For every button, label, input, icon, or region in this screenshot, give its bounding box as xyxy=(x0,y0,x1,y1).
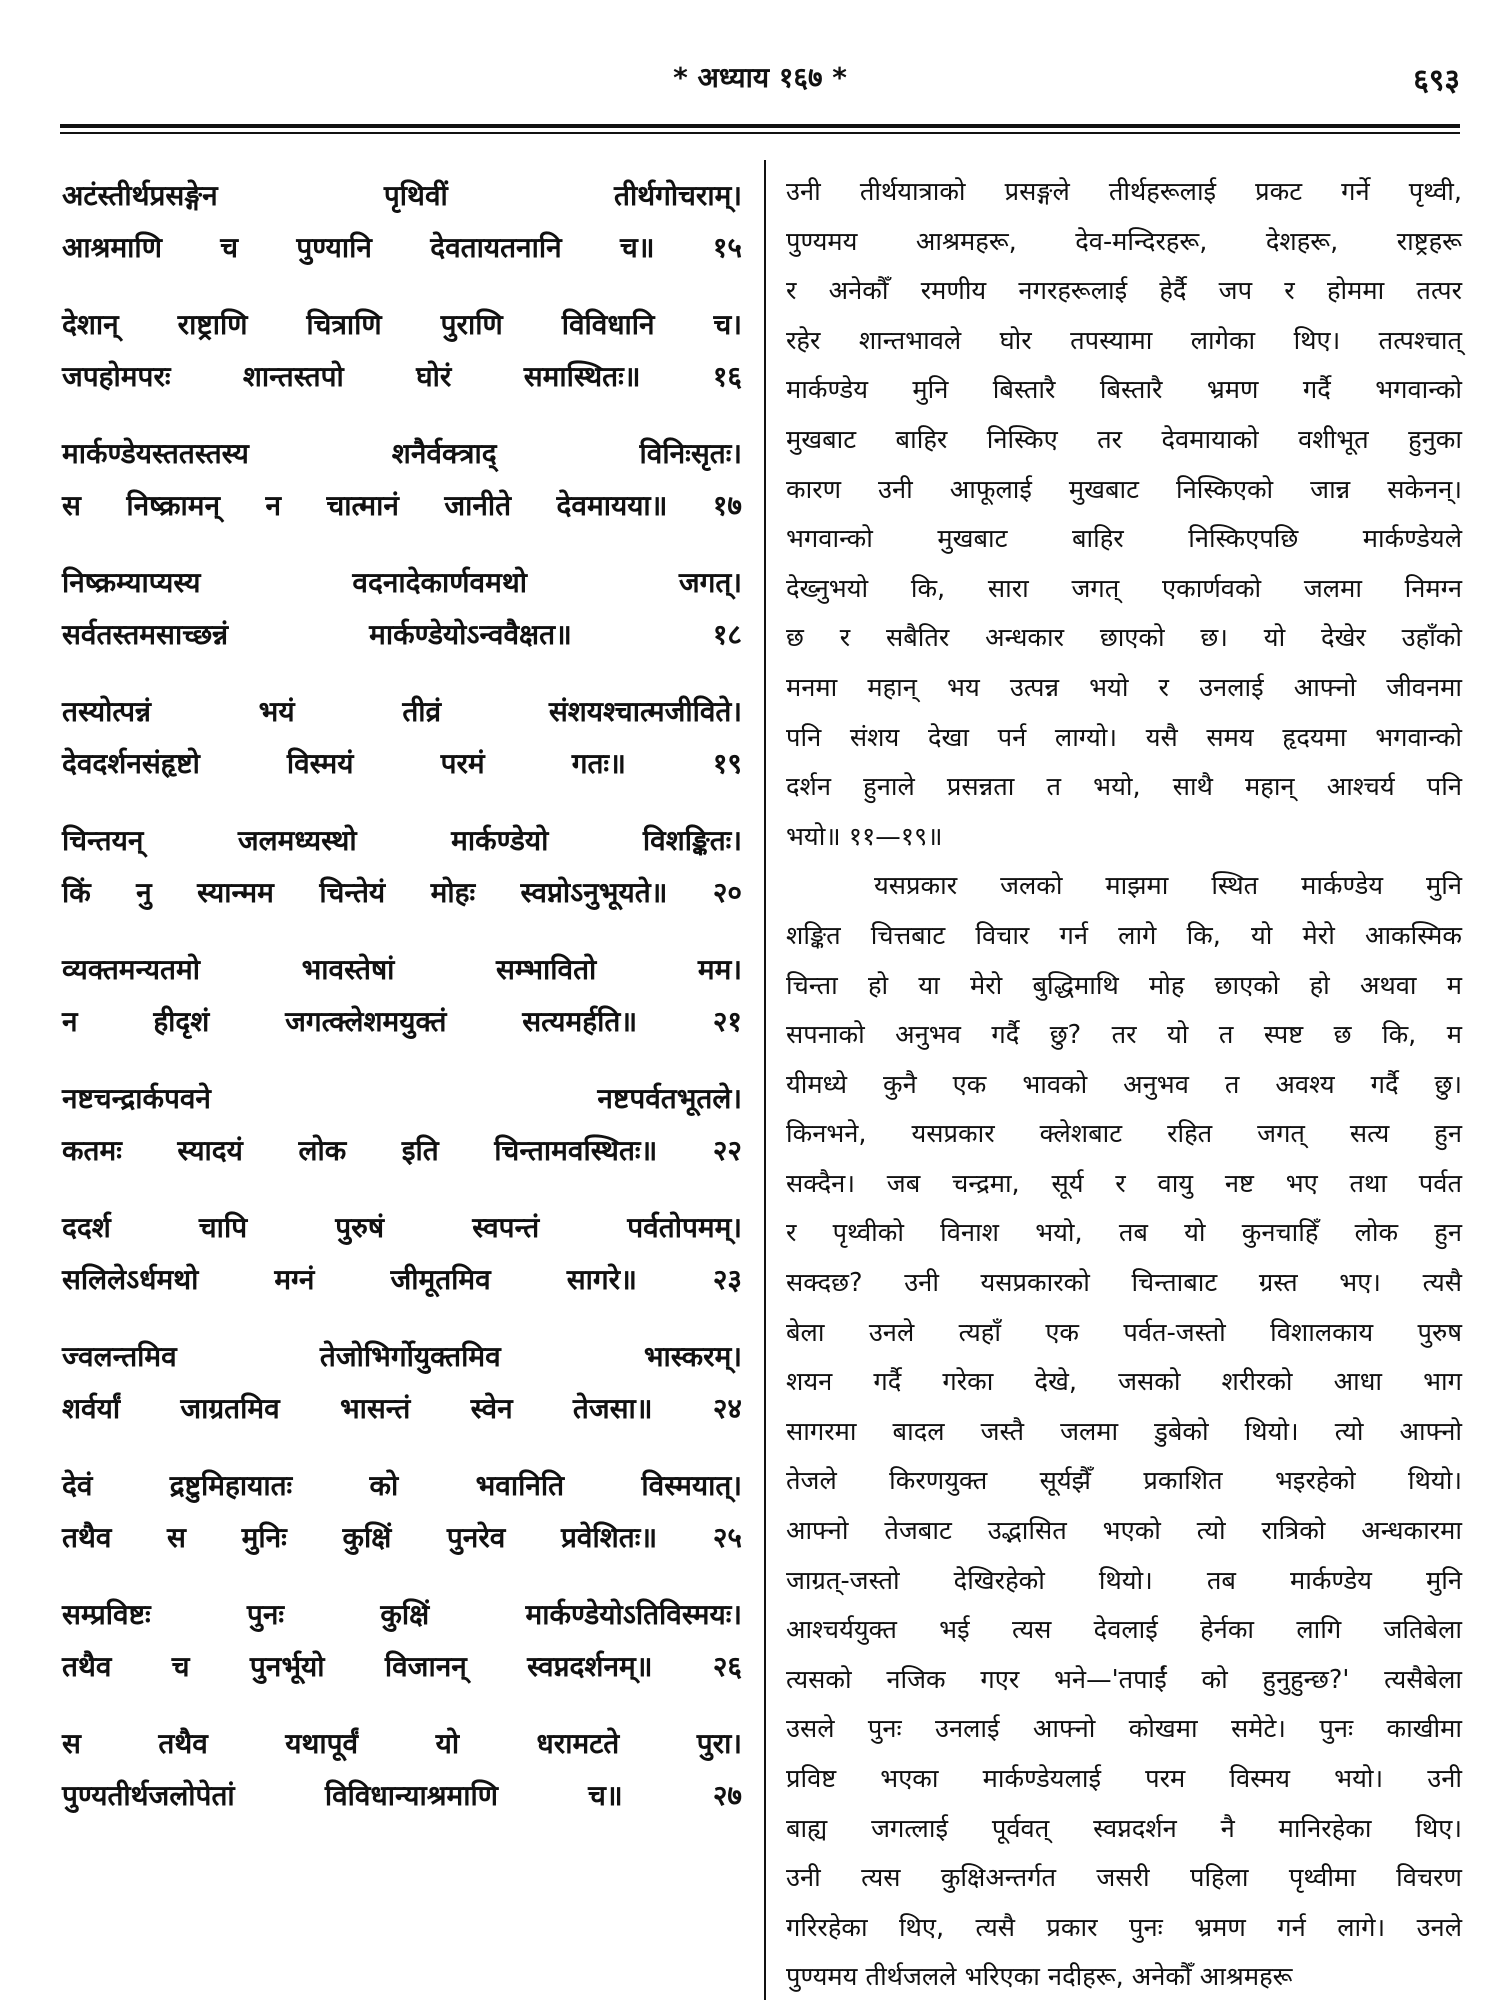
verse-word: जपहोमपरः xyxy=(62,360,171,393)
verse-line xyxy=(62,1512,742,1564)
verse-word: पुनरेव xyxy=(446,1521,506,1554)
verse-gap xyxy=(62,532,742,557)
commentary-line: यीमध्ये कुनै एक भावको अनुभव त अवश्य गर्दै छु। xyxy=(786,1069,1462,1100)
verse-word: ज्वलन्तमिव xyxy=(62,1340,177,1373)
verse-word: मार्कण्डेयोऽतिविस्मयः। xyxy=(525,1598,742,1631)
verse-word: मार्कण्डेयोऽन्ववैक्षत॥ xyxy=(369,618,572,651)
verse-word: च xyxy=(171,1650,190,1683)
commentary-line: आश्चर्ययुक्त भई त्यस देवलाई हेर्नका लागि जतिबेला xyxy=(786,1615,1462,1646)
verse-word: विस्मयं xyxy=(286,747,354,780)
verse-23 xyxy=(62,1202,742,1306)
chapter-title: * अध्याय १६७ * xyxy=(673,61,847,94)
verse-gap xyxy=(62,274,742,299)
verse-line xyxy=(62,170,742,222)
verse-word: भावस्तेषां xyxy=(301,953,395,986)
verse-word: २२ xyxy=(712,1134,742,1167)
verse-word: पुण्यानि xyxy=(296,231,372,264)
verse-word: स xyxy=(62,489,81,522)
verse-line xyxy=(62,944,742,996)
verse-word: तेजसा॥ xyxy=(572,1392,653,1425)
sanskrit-verses-column xyxy=(62,170,742,1822)
verse-line xyxy=(62,222,742,274)
verse-word: विस्मयात्। xyxy=(641,1469,742,1502)
commentary-column xyxy=(786,168,1462,2003)
verse-word: २६ xyxy=(712,1650,742,1683)
verse-word: आश्रमाणि xyxy=(62,231,162,264)
verse-19 xyxy=(62,686,742,790)
commentary-line: र अनेकौँ रमणीय नगरहरूलाई हेर्दै जप र होममा तत्पर xyxy=(786,276,1462,307)
verse-word: पुण्यतीर्थजलोपेतां xyxy=(62,1779,235,1812)
commentary-line: किनभने, यसप्रकार क्लेशबाट रहित जगत् सत्य हुन xyxy=(786,1119,1462,1150)
verse-word: सागरे॥ xyxy=(566,1263,637,1296)
verse-word: राष्ट्राणि xyxy=(177,308,248,341)
verse-word: जगत्क्लेशमयुक्तं xyxy=(285,1005,447,1038)
verse-word: जानीते xyxy=(444,489,512,522)
verse-word: व्यक्तमन्यतमो xyxy=(62,953,200,986)
verse-word: सत्यमर्हति॥ xyxy=(522,1005,638,1038)
commentary-line: बाह्य जगत्लाई पूर्ववत् स्वप्नदर्शन नै मानिरहेका थिए। xyxy=(786,1813,1462,1844)
verse-word: चिन्तयन् xyxy=(62,824,144,857)
verse-line xyxy=(62,1589,742,1641)
verse-word: पुनः xyxy=(246,1598,285,1631)
verse-word: स्यान्मम xyxy=(197,876,274,909)
header-rule-thin xyxy=(60,132,1460,134)
verse-word: तथैव xyxy=(62,1650,112,1683)
commentary-line: शयन गर्दै गरेका देखे, जसको शरीरको आधा भाग xyxy=(786,1367,1462,1398)
verse-word: १६ xyxy=(712,360,742,393)
verse-gap xyxy=(62,919,742,944)
commentary-line: र पृथ्वीको विनाश भयो, तब यो कुनचाहिँ लोक हुन xyxy=(786,1218,1462,1249)
verse-word: मार्कण्डेयो xyxy=(451,824,549,857)
verse-line xyxy=(62,867,742,919)
verse-word: च॥ xyxy=(619,231,655,264)
verse-word: घोरं xyxy=(416,360,452,393)
verse-word: किं xyxy=(62,876,91,909)
verse-word: चापि xyxy=(198,1211,248,1244)
verse-16 xyxy=(62,299,742,403)
verse-word: च। xyxy=(713,308,742,341)
commentary-line: बेला उनले त्यहाँ एक पर्वत-जस्तो विशालकाय पुरुष xyxy=(786,1317,1462,1348)
verse-word: सलिलेऽर्धमथो xyxy=(62,1263,199,1296)
verse-22 xyxy=(62,1073,742,1177)
verse-word: स xyxy=(167,1521,186,1554)
verse-word: १८ xyxy=(712,618,742,651)
commentary-line: शङ्कित चित्तबाट विचार गर्न लागे कि, यो मेरो आकस्मिक xyxy=(786,920,1462,951)
verse-word: जाग्रतमिव xyxy=(180,1392,280,1425)
commentary-line: उसले पुनः उनलाई आफ्नो कोखमा समेटे। पुनः काखीमा xyxy=(786,1714,1462,1745)
commentary-paragraph-1 xyxy=(786,168,1462,862)
verse-word: विविधानि xyxy=(561,308,655,341)
verse-word: निष्क्रामन् xyxy=(126,489,221,522)
verse-word: देवदर्शनसंहृष्टो xyxy=(62,747,200,780)
verse-word: जीमूतमिव xyxy=(390,1263,491,1296)
verse-15 xyxy=(62,170,742,274)
verse-word: द्रष्टुमिहायातः xyxy=(169,1469,293,1502)
verse-word: यो xyxy=(435,1727,460,1760)
verse-gap xyxy=(62,790,742,815)
verse-26 xyxy=(62,1589,742,1693)
commentary-line: यसप्रकार जलको माझमा स्थित मार्कण्डेय मुनि xyxy=(874,871,1462,902)
verse-line xyxy=(62,996,742,1048)
verse-word: लोक xyxy=(298,1134,347,1167)
verse-word: देवतायतनानि xyxy=(430,231,562,264)
verse-gap xyxy=(62,1693,742,1718)
verse-word: १७ xyxy=(712,489,742,522)
verse-word: न xyxy=(62,1005,78,1038)
verse-word: शनैर्वक्त्राद् xyxy=(391,437,497,470)
commentary-paragraph-2 xyxy=(786,862,1462,2003)
verse-word: ददर्श xyxy=(62,1211,111,1244)
commentary-line: उनी तीर्थयात्राको प्रसङ्गले तीर्थहरूलाई प्रकट गर्ने पृथ्वी, xyxy=(786,177,1462,207)
verse-word: जगत्। xyxy=(678,566,742,599)
verse-line xyxy=(62,557,742,609)
commentary-line: तेजले किरणयुक्त सूर्यझैँ प्रकाशित भइरहेको थियो। xyxy=(786,1466,1462,1497)
verse-word: मम। xyxy=(697,953,742,986)
verse-line xyxy=(62,1254,742,1306)
verse-word: शर्वर्यां xyxy=(62,1392,121,1425)
verse-word: स्यादयं xyxy=(177,1134,243,1167)
commentary-line: मुखबाट बाहिर निस्किए तर देवमायाको वशीभूत हुनुका xyxy=(786,424,1462,455)
verse-word: विशङ्कितः। xyxy=(642,824,742,857)
verse-word: वदनादेकार्णवमथो xyxy=(352,566,527,599)
verse-word: जलमध्यस्थो xyxy=(237,824,357,857)
verse-word: तस्योत्पन्नं xyxy=(62,695,151,728)
verse-word: पुराणि xyxy=(440,308,503,341)
commentary-line: रहेर शान्तभावले घोर तपस्यामा लागेका थिए। तत्पश्चात् xyxy=(786,325,1462,356)
verse-word: संशयश्चात्मजीविते। xyxy=(548,695,742,728)
verse-line xyxy=(62,738,742,790)
verse-word: नष्टचन्द्रार्कपवने xyxy=(62,1082,211,1115)
commentary-line: सक्दैन। जब चन्द्रमा, सूर्य र वायु नष्ट भए तथा पर्वत xyxy=(786,1168,1462,1199)
commentary-line: पुण्यमय तीर्थजलले भरिएका नदीहरू, अनेकौँ आश्रमहरू xyxy=(786,1962,1293,1993)
verse-word: २५ xyxy=(712,1521,742,1554)
verse-word: समास्थितः॥ xyxy=(523,360,641,393)
verse-word: चिन्तेयं xyxy=(319,876,386,909)
verse-word: च xyxy=(220,231,239,264)
verse-word: मुनिः xyxy=(241,1521,287,1554)
verse-gap xyxy=(62,661,742,686)
verse-word: धरामटते xyxy=(536,1727,620,1760)
verse-word: विनिःसृतः। xyxy=(639,437,742,470)
verse-line xyxy=(62,815,742,867)
verse-word: नु xyxy=(136,876,152,909)
verse-21 xyxy=(62,944,742,1048)
verse-word: पुरा। xyxy=(696,1727,742,1760)
commentary-line: पनि संशय देखा पर्न लाग्यो। यसै समय हृदयमा भगवान्को xyxy=(786,722,1462,753)
commentary-line: दर्शन हुनाले प्रसन्नता त भयो, साथै महान् आश्चर्य पनि xyxy=(786,772,1462,803)
commentary-line: सागरमा बादल जस्तै जलमा डुबेको थियो। त्यो आफ्नो xyxy=(786,1416,1462,1447)
commentary-line: देख्नुभयो कि, सारा जगत् एकार्णवको जलमा निमग्न xyxy=(786,573,1462,604)
verse-word: सर्वतस्तमसाच्छन्नं xyxy=(62,618,229,651)
commentary-line: भगवान्को मुखबाट बाहिर निस्किएपछि मार्कण्डेयले xyxy=(786,524,1462,555)
commentary-line: मनमा महान् भय उत्पन्न भयो र उनलाई आफ्नो जीवनमा xyxy=(786,672,1462,703)
verse-word: तीव्रं xyxy=(402,695,442,728)
verse-line xyxy=(62,480,742,532)
verse-line xyxy=(62,609,742,661)
verse-word: पुनर्भूयो xyxy=(249,1650,325,1683)
verse-word: २७ xyxy=(712,1779,742,1812)
commentary-line: मार्कण्डेय मुनि बिस्तारै बिस्तारै भ्रमण गर्दै भगवान्को xyxy=(786,375,1462,406)
verse-18 xyxy=(62,557,742,661)
page-header xyxy=(60,56,1460,104)
commentary-line: सपनाको अनुभव गर्दै छु? तर यो त स्पष्ट छ कि, म xyxy=(786,1020,1462,1051)
commentary-line: त्यसको नजिक गएर भने—'तपाईं को हुनुहुन्छ?' त्यसैबेला xyxy=(786,1664,1462,1695)
verse-word: प्रवेशितः॥ xyxy=(561,1521,658,1554)
verse-gap xyxy=(62,403,742,428)
verse-line xyxy=(62,351,742,403)
verse-word: भयं xyxy=(258,695,295,728)
verse-word: नष्टपर्वतभूतले। xyxy=(597,1082,742,1115)
verse-line xyxy=(62,1718,742,1770)
commentary-line: उनी त्यस कुक्षिअन्तर्गत जसरी पहिला पृथ्वीमा विचरण xyxy=(786,1863,1462,1894)
verse-word: मार्कण्डेयस्ततस्तस्य xyxy=(62,437,249,470)
commentary-line: जाग्रत्-जस्तो देखिरहेको थियो। तब मार्कण्डेय मुनि xyxy=(786,1565,1462,1596)
verse-word: सम्प्रविष्टः xyxy=(62,1598,151,1631)
verse-word: पुरुषं xyxy=(335,1211,385,1244)
verse-word: कतमः xyxy=(62,1134,122,1167)
verse-line xyxy=(62,428,742,480)
commentary-line: आफ्नो तेजबाट उद्भासित भएको त्यो रात्रिको अन्धकारमा xyxy=(786,1516,1462,1547)
verse-line xyxy=(62,1331,742,1383)
verse-word: पर्वतोपमम्। xyxy=(627,1211,742,1244)
verse-word: तेजोभिर्गोयुक्तमिव xyxy=(319,1340,501,1373)
verse-word: यथापूर्वं xyxy=(285,1727,359,1760)
verse-line xyxy=(62,299,742,351)
commentary-line: चिन्ता हो या मेरो बुद्धिमाथि मोह छाएको हो अथवा म xyxy=(786,970,1462,1001)
verse-word: स xyxy=(62,1727,81,1760)
verse-line xyxy=(62,1770,742,1822)
verse-word: स्वप्नोऽनुभूयते॥ xyxy=(520,876,668,909)
verse-24 xyxy=(62,1331,742,1435)
verse-word: मोहः xyxy=(430,876,476,909)
verse-word: चिन्तामवस्थितः॥ xyxy=(494,1134,658,1167)
verse-word: न xyxy=(265,489,282,522)
verse-word: च॥ xyxy=(588,1779,623,1812)
commentary-line: छ र सबैतिर अन्धकार छाएको छ। यो देखेर उहाँको xyxy=(786,623,1462,654)
verse-word: पृथिवीं xyxy=(383,179,448,212)
verse-20 xyxy=(62,815,742,919)
verse-word: स्वेन xyxy=(470,1392,513,1425)
verse-gap xyxy=(62,1306,742,1331)
verse-word: २३ xyxy=(712,1263,742,1296)
verse-word: तथैव xyxy=(62,1521,112,1554)
verse-line xyxy=(62,1202,742,1254)
verse-word: भासन्तं xyxy=(339,1392,411,1425)
verse-word: भवानिति xyxy=(475,1469,565,1502)
verse-word: मग्नं xyxy=(274,1263,315,1296)
commentary-line: गरिरहेका थिए, त्यसै प्रकार पुनः भ्रमण गर्न लागे। उनले xyxy=(786,1912,1462,1943)
verse-gap xyxy=(62,1048,742,1073)
commentary-line: प्रविष्ट भएका मार्कण्डेयलाई परम विस्मय भयो। उनी xyxy=(786,1764,1462,1794)
verse-word: भास्करम्। xyxy=(643,1340,742,1373)
verse-gap xyxy=(62,1564,742,1589)
verse-word: हीदृशं xyxy=(153,1005,210,1038)
verse-line xyxy=(62,1073,742,1125)
verse-word: २१ xyxy=(712,1005,742,1038)
verse-word: गतः॥ xyxy=(571,747,626,780)
verse-word: परमं xyxy=(440,747,485,780)
verse-word: शान्तस्तपो xyxy=(242,360,344,393)
commentary-line: भयो॥ ११—१९॥ xyxy=(786,821,943,852)
verse-word: स्वपन्तं xyxy=(472,1211,540,1244)
verse-word: अटंस्तीर्थप्रसङ्गेन xyxy=(62,179,218,212)
verse-line xyxy=(62,1125,742,1177)
verse-word: तथैव xyxy=(158,1727,208,1760)
verse-25 xyxy=(62,1460,742,1564)
verse-word: सम्भावितो xyxy=(495,953,597,986)
verse-word: कुक्षिं xyxy=(380,1598,430,1631)
page-number: ६९३ xyxy=(1413,63,1460,98)
verse-word: चात्मानं xyxy=(326,489,399,522)
verse-gap xyxy=(62,1177,742,1202)
verse-word: देवं xyxy=(62,1469,93,1502)
verse-word: को xyxy=(369,1469,399,1502)
verse-27 xyxy=(62,1718,742,1822)
verse-word: कुक्षिं xyxy=(342,1521,392,1554)
commentary-line: पुण्यमय आश्रमहरू, देव-मन्दिरहरू, देशहरू, राष्ट्रहरू xyxy=(786,226,1462,257)
verse-word: २० xyxy=(712,876,742,909)
verse-word: १५ xyxy=(712,231,742,264)
verse-word: देशान् xyxy=(62,308,119,341)
verse-word: २४ xyxy=(712,1392,742,1425)
verse-word: चित्राणि xyxy=(306,308,382,341)
verse-word: निष्क्रम्याप्यस्य xyxy=(62,566,201,599)
verse-word: इति xyxy=(401,1134,439,1167)
commentary-line: सक्दछ? उनी यसप्रकारको चिन्ताबाट ग्रस्त भए। त्यसै xyxy=(786,1268,1462,1299)
verse-word: विजानन् xyxy=(384,1650,467,1683)
verse-word: विविधान्याश्रमाणि xyxy=(324,1779,499,1812)
verse-line xyxy=(62,1460,742,1512)
commentary-line: कारण उनी आफूलाई मुखबाट निस्किएको जान्न सकेनन्। xyxy=(786,474,1462,505)
verse-word: १९ xyxy=(712,747,742,780)
verse-line xyxy=(62,686,742,738)
header-rule-thick xyxy=(60,124,1460,128)
verse-word: स्वप्नदर्शनम्॥ xyxy=(527,1650,653,1683)
verse-gap xyxy=(62,1435,742,1460)
verse-word: देवमायया॥ xyxy=(556,489,668,522)
verse-line xyxy=(62,1641,742,1693)
verse-word: तीर्थगोचराम्। xyxy=(614,179,742,212)
column-divider xyxy=(764,160,766,2000)
verse-17 xyxy=(62,428,742,532)
verse-line xyxy=(62,1383,742,1435)
